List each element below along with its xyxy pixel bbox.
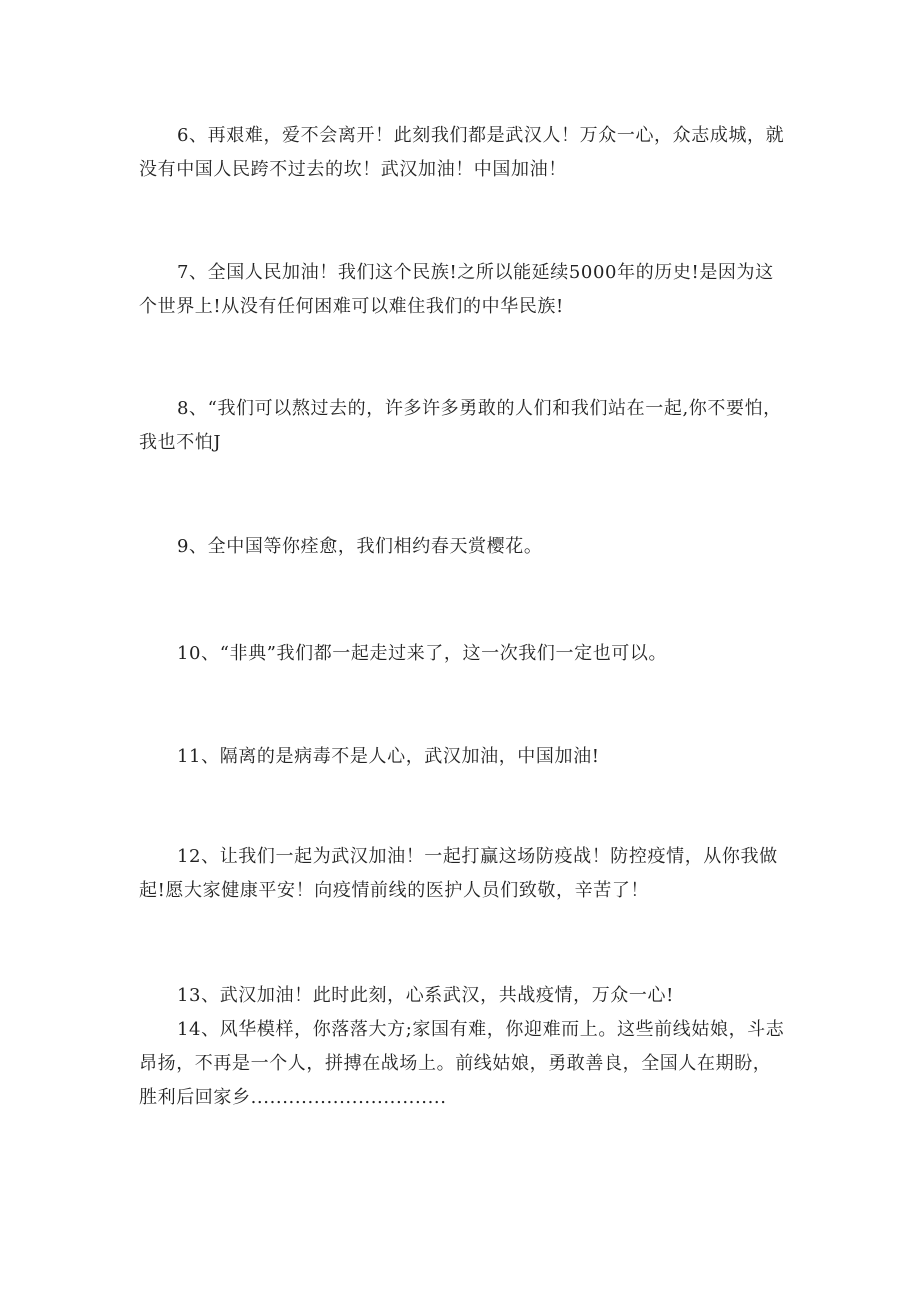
paragraph-7: 7、全国人民加油！我们这个民族!之所以能延续5000年的历史!是因为这个世界上!从没有任何困难可以难住我们的中华民族! [139, 262, 774, 317]
paragraph-12: 12、让我们一起为武汉加油！一起打赢这场防疫战！防控疫情，从你我做起!愿大家健康平安！向疫情前线的医护人员们致敬，辛苦了！ [139, 846, 778, 901]
paragraph-8: 8、“我们可以熬过去的，许多许多勇敢的人们和我们站在一起,你不要怕，我也不怕J [139, 398, 782, 453]
paragraph-9: 9、全中国等你痊愈，我们相约春天赏樱花。 [177, 536, 543, 557]
paragraph-13: 13、武汉加油！此时此刻，心系武汉，共战疫情，万众一心! [177, 985, 674, 1006]
paragraph-14: 14、风华模样，你落落大方;家国有难，你迎难而上。这些前线姑娘，斗志昂扬，不再是一个人，拼搏在战场上。前线姑娘，勇敢善良，全国人在期盼，胜利后回家乡............................... [139, 1019, 785, 1108]
paragraph-10: 10、“非典”我们都一起走过来了，这一次我们一定也可以。 [177, 643, 668, 664]
paragraph-6: 6、再艰难，爱不会离开！此刻我们都是武汉人！万众一心，众志成城，就没有中国人民跨不过去的坎！武汉加油！中国加油！ [139, 125, 785, 180]
paragraph-11: 11、隔离的是病毒不是人心，武汉加油，中国加油! [177, 746, 600, 767]
